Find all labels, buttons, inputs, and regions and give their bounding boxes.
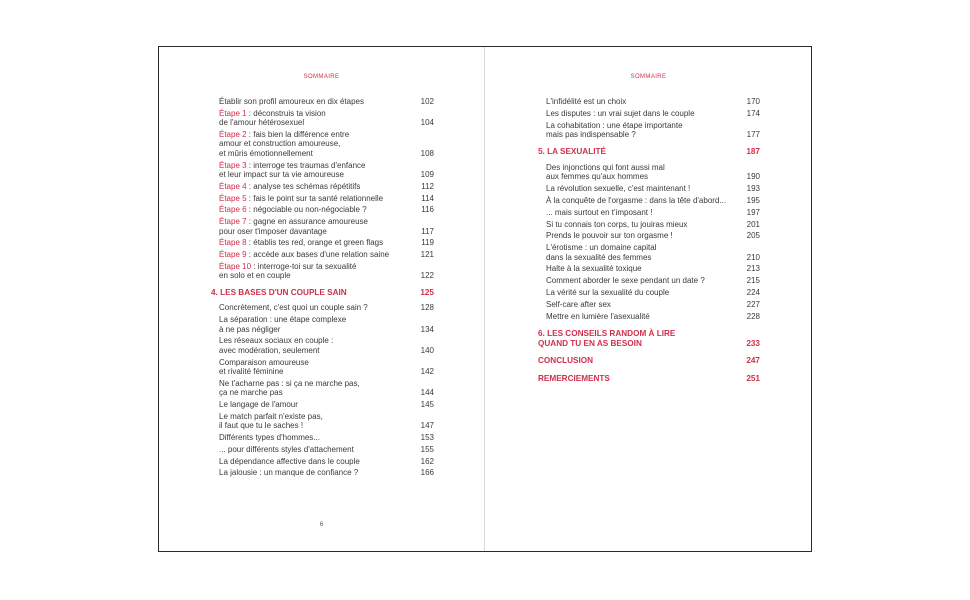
toc-entry-line: aux femmes qu'aux hommes: [546, 172, 649, 182]
section-page-number: 247: [746, 356, 760, 366]
toc-entry-title: [219, 445, 416, 454]
toc-entry: [546, 300, 760, 309]
toc-entry: [219, 315, 434, 334]
toc-list-left: [211, 97, 434, 480]
toc-entry-line: Comparaison amoureuse: [219, 357, 309, 367]
toc-entry-line: : accède aux bases d'une relation saine: [246, 250, 390, 260]
step-label: Étape 10: [219, 262, 252, 271]
toc-entry-line: Le match parfait n'existe pas,: [219, 411, 323, 421]
toc-entry-line: : déconstruis ta vision: [246, 108, 326, 118]
toc-entry: [219, 194, 434, 203]
toc-entry-line: La cohabitation : une étape importante: [546, 120, 683, 130]
section-title-line: REMERCIEMENTS: [538, 373, 610, 383]
toc-entry-title: [546, 97, 742, 106]
toc-entry-line: Self-care after sex: [546, 299, 611, 309]
toc-entry-line: mais pas indispensable ?: [546, 130, 636, 139]
page-number: 6: [319, 521, 324, 528]
toc-entry-line: L'infidélité est un choix: [546, 97, 627, 106]
toc-page-number: 170: [746, 97, 760, 106]
toc-page-number: 224: [746, 287, 760, 297]
toc-section-heading: [538, 374, 760, 384]
toc-page-number: 104: [420, 118, 434, 128]
step-label: Étape 3: [219, 160, 247, 170]
toc-entry-title: [219, 161, 416, 180]
toc-entry-line: amour et construction amoureuse,: [219, 139, 341, 149]
toc-entry: [219, 433, 434, 442]
toc-entry-title: [219, 468, 416, 477]
toc-entry-line: : gagne en assurance amoureuse: [246, 217, 368, 227]
toc-entry-title: [219, 358, 416, 377]
toc-entry-line: Le langage de l'amour: [219, 400, 298, 410]
toc-entry-line: : établis tes red, orange et green flags: [246, 238, 384, 248]
section-title-text: 4. LES BASES D'UN COUPLE SAIN: [211, 287, 347, 297]
toc-entry-title: [219, 303, 416, 312]
section-page-number: 125: [420, 287, 434, 297]
left-page: [159, 47, 484, 551]
toc-entry-title: [219, 97, 416, 106]
section-title-text: 5. LA SEXUALITÉ: [538, 147, 606, 157]
toc-page-number: 119: [421, 238, 434, 248]
toc-entry-line: La vérité sur la sexualité du couple: [546, 287, 670, 297]
toc-entry-title: [219, 182, 416, 191]
toc-entry-title: [546, 196, 742, 205]
toc-entry-title: [219, 194, 416, 203]
toc-page-number: 114: [421, 193, 434, 203]
toc-entry-line: Établir son profil amoureux en dix étapes: [219, 97, 364, 106]
toc-entry-title: [219, 217, 416, 236]
toc-entry: [219, 303, 434, 312]
toc-entry: [546, 231, 760, 240]
toc-entry: [219, 217, 434, 236]
toc-entry: [219, 358, 434, 377]
toc-page-number: 228: [746, 311, 760, 321]
toc-page-number: 108: [420, 148, 434, 158]
toc-entry-line: Concrètement, c'est quoi un couple sain ?: [219, 303, 368, 313]
toc-page-number: 195: [746, 196, 760, 205]
toc-page-number: 166: [420, 468, 434, 478]
toc-section-heading: [538, 356, 760, 366]
toc-entry-line: Halte à la sexualité toxique: [546, 264, 642, 274]
toc-entry-title: [219, 379, 416, 398]
toc-page-number: 155: [420, 444, 434, 454]
toc-entry-title: [546, 231, 742, 240]
toc-entry: [219, 412, 434, 431]
toc-entry-line: Ne t'acharne pas : si ça ne marche pas,: [219, 378, 360, 388]
toc-entry: [546, 184, 760, 193]
toc-entry: [219, 205, 434, 214]
toc-page-number: 174: [746, 108, 760, 118]
toc-entry-title: [219, 238, 416, 247]
toc-entry: [546, 163, 760, 182]
toc-entry-title: [546, 220, 742, 229]
toc-page-number: 112: [421, 181, 434, 191]
toc-entry-title: [219, 262, 416, 281]
toc-entry-line: Des injonctions qui font aussi mal: [546, 163, 665, 172]
toc-entry-title: [219, 205, 416, 214]
toc-entry-line: : fais bien la différence entre: [246, 130, 350, 139]
section-page-number: 251: [746, 373, 760, 383]
toc-entry-line: dans la sexualité des femmes: [546, 252, 652, 262]
toc-entry: [546, 97, 760, 106]
toc-entry-title: [219, 109, 416, 128]
toc-entry-title: [219, 250, 416, 259]
toc-list-right: [538, 97, 760, 389]
toc-page-number: 213: [746, 264, 760, 274]
toc-section-heading: [538, 147, 760, 157]
toc-entry: [219, 445, 434, 454]
toc-entry: [546, 109, 760, 118]
running-head: SOMMAIRE: [303, 74, 340, 80]
toc-entry-title: [219, 400, 416, 409]
toc-entry: [546, 264, 760, 273]
toc-entry: [219, 109, 434, 128]
toc-page-number: 134: [420, 324, 434, 334]
step-label: Étape 8: [219, 238, 247, 248]
toc-page-number: 197: [746, 207, 760, 217]
toc-page-number: 144: [420, 388, 434, 398]
right-page: [485, 47, 812, 551]
toc-page-number: 109: [420, 170, 434, 180]
toc-page-number: 117: [421, 226, 434, 236]
step-label: Étape 4: [219, 181, 247, 191]
toc-entry-line: L'érotisme : un domaine capital: [546, 243, 657, 253]
toc-page-number: 162: [420, 456, 434, 466]
toc-page-number: 177: [746, 130, 760, 139]
toc-page-number: 227: [746, 299, 760, 309]
toc-entry-title: [546, 163, 742, 182]
toc-page-number: 210: [746, 252, 760, 262]
toc-entry-title: [219, 130, 416, 158]
toc-entry-line: à ne pas négliger: [219, 324, 281, 334]
toc-entry-line: : analyse tes schémas répétitifs: [246, 181, 361, 191]
toc-entry-title: [546, 184, 742, 193]
toc-entry: [219, 262, 434, 281]
toc-entry-title: [546, 264, 742, 273]
section-page-number: 187: [746, 147, 760, 157]
toc-entry-line: Si tu connais ton corps, tu jouiras mieux: [546, 219, 688, 229]
toc-entry-title: [219, 457, 416, 466]
toc-entry-title: [219, 336, 416, 355]
toc-entry: [219, 238, 434, 247]
toc-entry-line: La dépendance affective dans le couple: [219, 456, 360, 466]
toc-entry-line: ... pour différents styles d'attachement: [219, 444, 354, 454]
toc-entry-line: Les réseaux sociaux en couple :: [219, 336, 334, 346]
book-spread: [158, 46, 812, 552]
toc-entry-title: [219, 412, 416, 431]
toc-entry-line: en solo et en couple: [219, 271, 291, 281]
section-title: [538, 374, 610, 384]
section-page-number: 233: [746, 338, 760, 348]
toc-entry-line: Les disputes : un vrai sujet dans le couple: [546, 108, 695, 118]
section-title-line: QUAND TU EN AS BESOIN: [538, 338, 642, 348]
toc-entry-line: et mûris émotionnellement: [219, 148, 313, 158]
step-label: Étape 1: [219, 108, 247, 118]
toc-page-number: 193: [746, 184, 760, 194]
step-label: Étape 5: [219, 193, 247, 203]
step-label: Étape 9: [219, 250, 247, 260]
toc-page-number: 128: [420, 303, 434, 313]
toc-entry-line: avec modération, seulement: [219, 345, 320, 355]
toc-entry-title: [219, 315, 416, 334]
toc-entry: [219, 161, 434, 180]
toc-entry-title: [546, 121, 742, 140]
toc-entry: [546, 276, 760, 285]
toc-section-heading: [211, 288, 434, 298]
section-title-line: 6. LES CONSEILS RANDOM À LIRE: [538, 328, 676, 338]
toc-entry-line: Différents types d'hommes...: [219, 433, 320, 443]
toc-entry-title: [219, 433, 416, 442]
toc-section-heading: [538, 329, 760, 348]
toc-entry: [219, 400, 434, 409]
toc-entry: [546, 196, 760, 205]
step-label: Étape 6: [219, 205, 247, 215]
toc-entry: [546, 208, 760, 217]
toc-page-number: 142: [420, 367, 434, 377]
section-title-line: CONCLUSION: [538, 356, 594, 366]
toc-entry: [219, 379, 434, 398]
toc-page-number: 140: [420, 345, 434, 355]
section-title: [211, 288, 347, 298]
toc-entry: [546, 312, 760, 321]
toc-entry: [219, 336, 434, 355]
toc-entry-line: La jalousie : un manque de confiance ?: [219, 468, 359, 478]
toc-entry-title: [546, 300, 742, 309]
toc-entry-line: : négociable ou non-négociable ?: [246, 205, 367, 215]
section-title: [538, 147, 606, 157]
toc-entry-line: et leur impact sur ta vie amoureuse: [219, 170, 344, 180]
toc-page-number: 116: [421, 205, 434, 215]
section-title: [538, 356, 593, 366]
toc-page-number: 153: [420, 433, 434, 443]
toc-entry: [546, 243, 760, 262]
toc-entry-line: À la conquête de l'orgasme : dans la tête d'abord...: [546, 196, 727, 205]
toc-entry-title: [546, 288, 742, 297]
toc-entry-line: La séparation : une étape complexe: [219, 315, 347, 325]
toc-page-number: 121: [420, 250, 434, 260]
toc-entry-title: [546, 276, 742, 285]
toc-entry-line: il faut que tu le saches !: [219, 421, 304, 431]
toc-entry-title: [546, 109, 742, 118]
toc-entry: [219, 97, 434, 106]
toc-entry-line: de l'amour hétérosexuel: [219, 118, 305, 128]
toc-entry-line: La révolution sexuelle, c'est maintenant !: [546, 184, 691, 194]
running-head: SOMMAIRE: [630, 74, 667, 80]
toc-page-number: 205: [746, 231, 760, 241]
toc-entry-line: ça ne marche pas: [219, 388, 283, 398]
toc-entry-title: [546, 312, 742, 321]
toc-entry: [546, 220, 760, 229]
toc-entry: [219, 182, 434, 191]
toc-page-number: 102: [420, 97, 434, 106]
toc-entry-line: Comment aborder le sexe pendant un date ?: [546, 276, 705, 286]
toc-entry-line: pour oser t'imposer davantage: [219, 226, 327, 236]
step-label: Étape 2: [219, 130, 247, 139]
toc-entry: [546, 288, 760, 297]
toc-page-number: 122: [420, 271, 434, 281]
toc-page-number: 145: [420, 400, 434, 410]
step-label: Étape 7: [219, 217, 247, 227]
toc-page-number: 215: [746, 276, 760, 286]
toc-entry-line: : interroge-toi sur ta sexualité: [251, 262, 357, 271]
toc-entry: [219, 468, 434, 477]
toc-entry-line: et rivalité féminine: [219, 367, 284, 377]
toc-entry-line: Prends le pouvoir sur ton orgasme !: [546, 231, 673, 241]
toc-entry: [219, 130, 434, 158]
section-title: [538, 329, 675, 348]
toc-page-number: 190: [746, 172, 760, 182]
toc-entry-line: Mettre en lumière l'asexualité: [546, 311, 650, 321]
toc-entry-line: : interroge tes traumas d'enfance: [246, 160, 366, 170]
toc-entry-title: [546, 243, 742, 262]
toc-entry: [546, 121, 760, 140]
toc-entry-line: : fais le point sur ta santé relationnelle: [246, 193, 384, 203]
toc-page-number: 147: [420, 421, 434, 431]
toc-entry: [219, 457, 434, 466]
toc-entry: [219, 250, 434, 259]
toc-page-number: 201: [746, 219, 760, 229]
toc-entry-title: [546, 208, 742, 217]
toc-entry-line: ... mais surtout en t'imposant !: [546, 207, 653, 217]
